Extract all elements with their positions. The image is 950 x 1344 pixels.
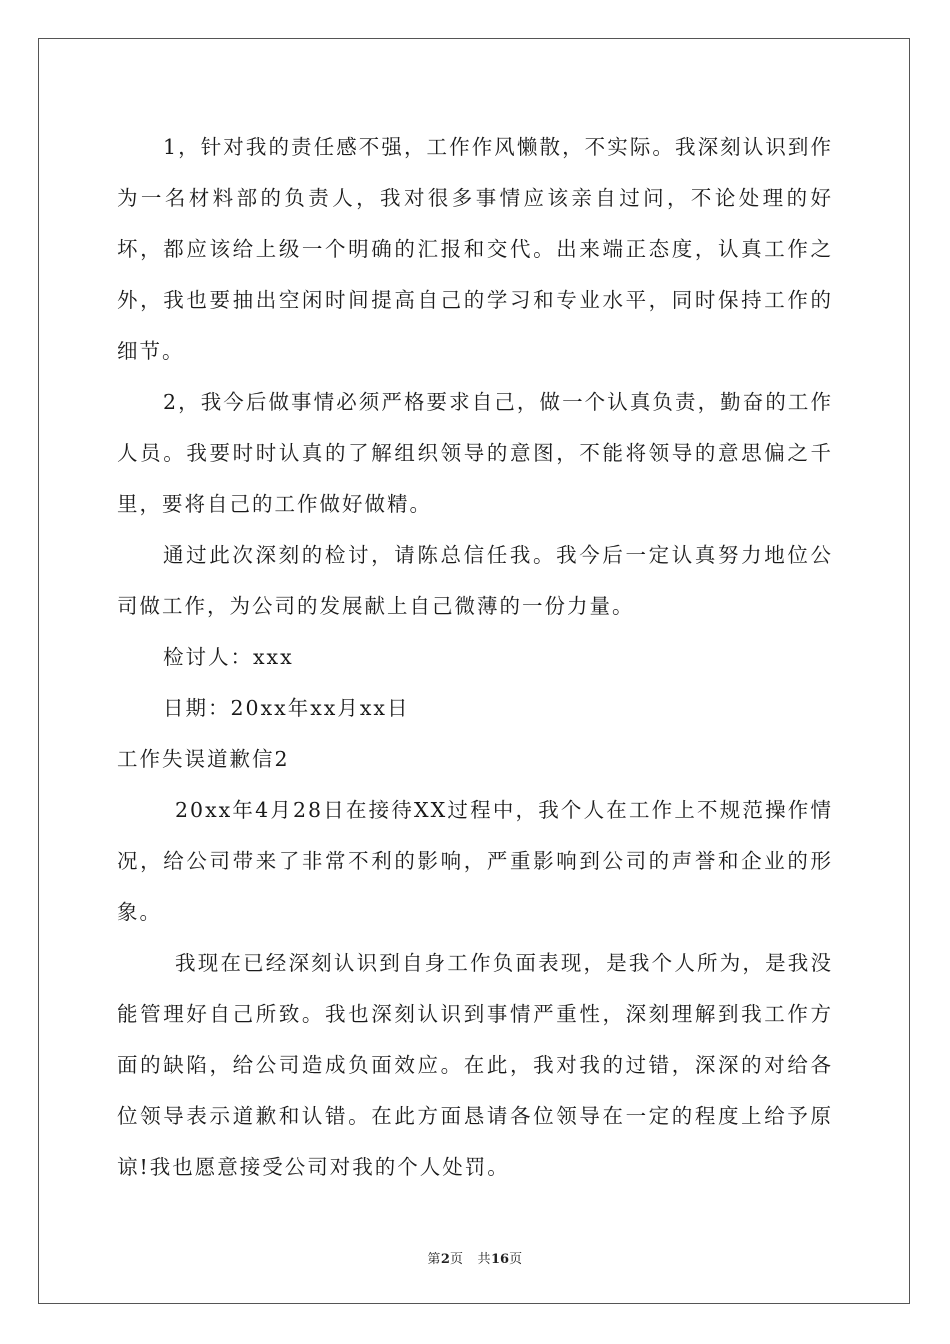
footer-total-prefix: 共 [477, 1252, 491, 1267]
section-heading: 工作失误道歉信2 [117, 747, 290, 771]
page-footer [0, 1248, 950, 1267]
paragraph-5: 我现在已经深刻认识到自身工作负面表现，是我个人所为，是我没能管理好自己所致。我也深刻认识到事情严重性，深刻理解到我工作方面的缺陷，给公司造成负面效应。在此，我对我的过错，深深的对给各位领导表示道歉和认错。在此方面恳请各位领导在一定的程度上给予原谅!我也愿意接受公司对我的个人处罚。 [117, 951, 833, 1179]
footer-total-suffix: 页 [509, 1252, 523, 1267]
footer-page-prefix: 第 [427, 1252, 441, 1267]
signer-line: 检讨人：xxx [163, 645, 294, 669]
document-body [117, 122, 833, 1193]
paragraph-1: 1，针对我的责任感不强，工作作风懒散，不实际。我深刻认识到作为一名材料部的负责人，我对很多事情应该亲自过问，不论处理的好坏，都应该给上级一个明确的汇报和交代。出来端正态度，认真工作之外，我也要抽出空闲时间提高自己的学习和专业水平，同时保持工作的细节。 [117, 135, 833, 363]
paragraph-3: 通过此次深刻的检讨，请陈总信任我。我今后一定认真努力地位公司做工作，为公司的发展献上自己微薄的一份力量。 [117, 543, 833, 618]
date-line: 日期：20xx年xx月xx日 [163, 696, 410, 720]
paragraph-2: 2，我今后做事情必须严格要求自己，做一个认真负责，勤奋的工作人员。我要时时认真的了解组织领导的意图，不能将领导的意思偏之千里，要将自己的工作做好做精。 [117, 390, 833, 516]
paragraph-4: 20xx年4月28日在接待XX过程中，我个人在工作上不规范操作情况，给公司带来了非常不利的影响，严重影响到公司的声誉和企业的形象。 [117, 798, 833, 924]
footer-page-current: 2 [440, 1252, 450, 1267]
footer-page-total: 16 [490, 1252, 510, 1267]
footer-page-suffix: 页 [449, 1252, 464, 1267]
